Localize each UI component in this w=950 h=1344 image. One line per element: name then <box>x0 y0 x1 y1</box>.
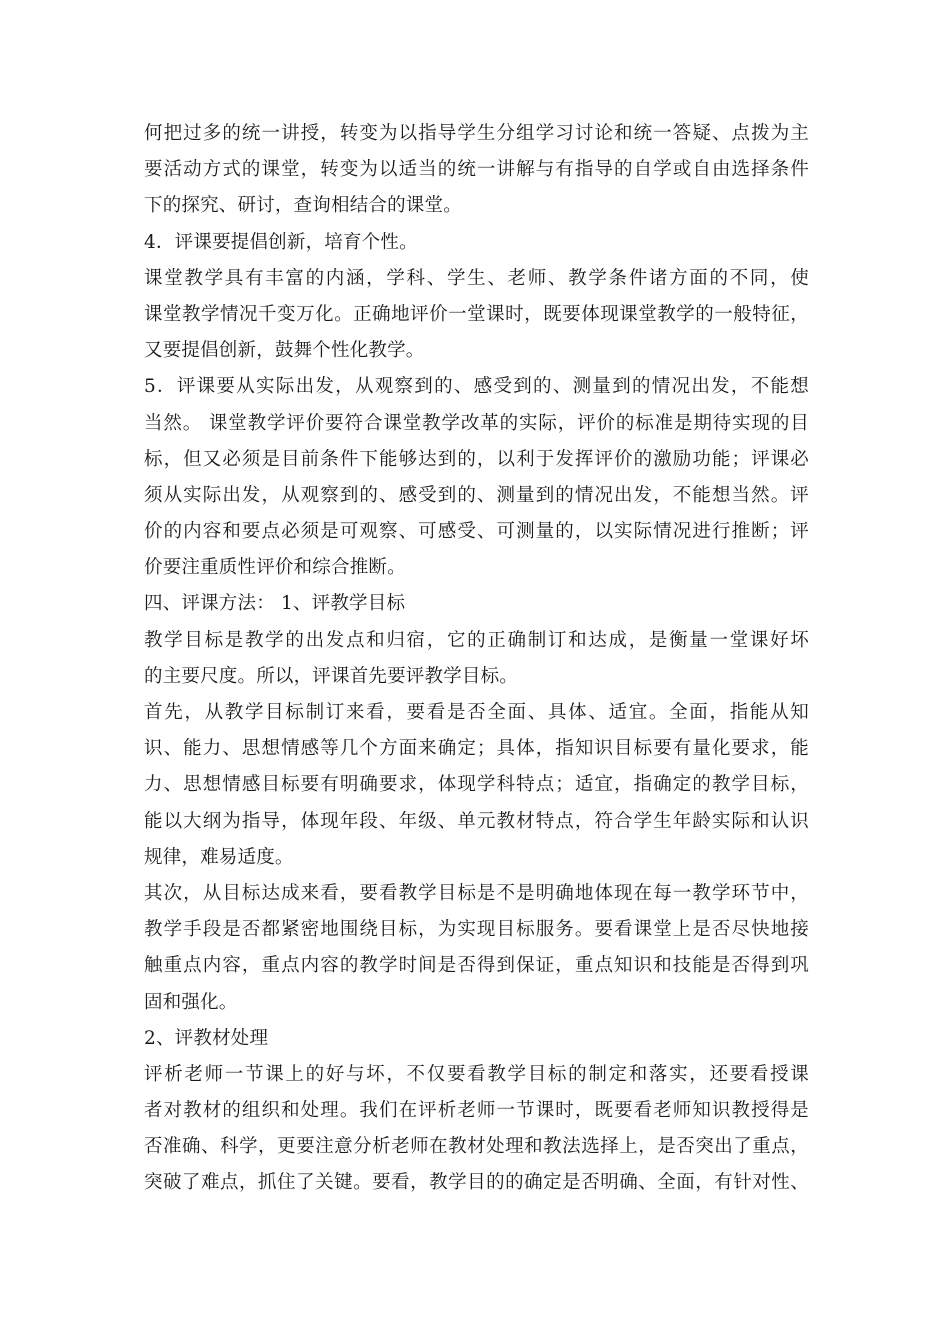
text-line: 触重点内容，重点内容的教学时间是否得到保证，重点知识和技能是否得到巩 <box>144 955 809 977</box>
text-line: 者对教材的组织和处理。我们在评析老师一节课时，既要看老师知识教授得是 <box>144 1100 809 1122</box>
text-line: 突破了难点，抓住了关键。要看，教学目的的确定是否明确、全面，有针对性、 <box>144 1172 809 1194</box>
document-body <box>144 116 809 1202</box>
text-line: 标，但又必须是目前条件下能够达到的，以利于发挥评价的激励功能；评课必 <box>144 448 809 470</box>
text-line: 的主要尺度。所以，评课首先要评教学目标。 <box>144 665 519 687</box>
text-line: 否准确、科学，更要注意分析老师在教材处理和教法选择上，是否突出了重点， <box>144 1136 809 1158</box>
text-line: 须从实际出发，从观察到的、感受到的、测量到的情况出发，不能想当然。评 <box>144 484 809 506</box>
text-line: 课堂教学具有丰富的内涵，学科、学生、老师、教学条件诸方面的不同，使 <box>144 267 809 289</box>
text-line: 教学目标是教学的出发点和归宿，它的正确制订和达成，是衡量一堂课好坏 <box>144 629 809 651</box>
text-line: 当然。 课堂教学评价要符合课堂教学改革的实际，评价的标准是期待实现的目 <box>144 412 809 434</box>
text-line: 首先，从教学目标制订来看，要看是否全面、具体、适宜。全面，指能从知 <box>144 702 809 723</box>
text-line: 何把过多的统一讲授，转变为以指导学生分组学习讨论和统一答疑、点拨为主 <box>144 123 809 144</box>
text-line: 课堂教学情况千变万化。正确地评价一堂课时，既要体现课堂教学的一般特征， <box>144 303 809 325</box>
text-line: 固和强化。 <box>144 991 238 1013</box>
text-line: 价的内容和要点必须是可观察、可感受、可测量的，以实际情况进行推断；评 <box>144 521 809 543</box>
text-line: 教学手段是否都紧密地围绕目标，为实现目标服务。要看课堂上是否尽快地接 <box>144 919 809 941</box>
text-line: 4．评课要提倡创新，培育个性。 <box>144 231 418 253</box>
text-line: 规律，难易适度。 <box>144 846 294 868</box>
text-line: 评析老师一节课上的好与坏，不仅要看教学目标的制定和落实，还要看授课 <box>144 1063 809 1085</box>
text-line: 识、能力、思想情感等几个方面来确定；具体，指知识目标要有量化要求，能 <box>144 738 809 760</box>
text-line: 2、评教材处理 <box>144 1027 269 1049</box>
text-line: 5．评课要从实际出发，从观察到的、感受到的、测量到的情况出发，不能想 <box>144 376 809 398</box>
text-line: 下的探究、研讨，查询相结合的课堂。 <box>144 195 462 217</box>
text-line: 要活动方式的课堂，转变为以适当的统一讲解与有指导的自学或自由选择条件 <box>144 159 809 181</box>
text-line: 又要提倡创新，鼓舞个性化教学。 <box>144 340 425 362</box>
text-line: 其次，从目标达成来看，要看教学目标是不是明确地体现在每一教学环节中， <box>144 882 809 904</box>
text-line: 价要注重质性评价和综合推断。 <box>144 557 406 579</box>
text-line: 力、思想情感目标要有明确要求，体现学科特点；适宜，指确定的教学目标， <box>144 774 809 796</box>
text-line: 能以大纲为指导，体现年段、年级、单元教材特点，符合学生年龄实际和认识 <box>144 810 809 832</box>
text-line: 四、评课方法： 1、评教学目标 <box>144 593 406 615</box>
